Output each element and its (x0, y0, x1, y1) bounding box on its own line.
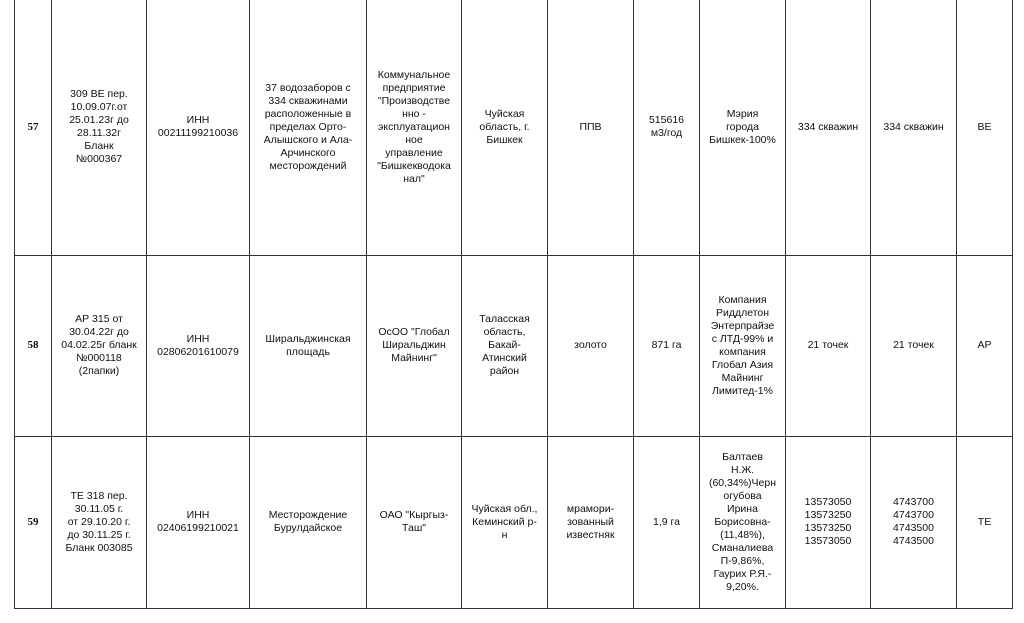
table-row (15, 0, 1013, 255)
region-cell: Чуйская обл., Кеминский р- н (462, 436, 548, 608)
table-row (15, 255, 1013, 436)
mineral-cell: золото (548, 255, 634, 436)
region-cell: Таласская область, Бакай- Атинский район (462, 255, 548, 436)
company-cell: ОАО "Кыргыз- Таш" (367, 436, 462, 608)
company-cell: ОсОО "Глобал Ширальджин Майнинг" (367, 255, 462, 436)
object-cell: Ширальджинская площадь (250, 255, 367, 436)
mineral-cell: мрамори- зованный известняк (548, 436, 634, 608)
license-cell: 309 ВЕ пер. 10.09.07г.от 25.01.23г до 28.11.32г Бланк №000367 (52, 0, 147, 255)
table-row (15, 436, 1013, 608)
mineral-cell: ППВ (548, 0, 634, 255)
inn-cell: ИНН 02406199210021 (147, 436, 250, 608)
object-cell: Месторождение Бурулдайское (250, 436, 367, 608)
code-cell: ТЕ (957, 436, 1013, 608)
license-cell: АР 315 от 30.04.22г до 04.02.25г бланк №000118 (2папки) (52, 255, 147, 436)
object-cell: 37 водозаборов с 334 скважинами расположенные в пределах Орто- Алышского и Ала- Арчинского месторождений (250, 0, 367, 255)
license-table (14, 0, 1013, 609)
volume-cell: 515616 м3/год (634, 0, 700, 255)
inn-cell: ИНН 00211199210036 (147, 0, 250, 255)
coordinates-y-cell: 4743700 4743700 4743500 4743500 (871, 436, 957, 608)
volume-cell: 871 га (634, 255, 700, 436)
coordinates-x-cell: 21 точек (786, 255, 871, 436)
row-number: 58 (15, 255, 52, 436)
license-cell: ТЕ 318 пер. 30.11.05 г. от 29.10.20 г. до 30.11.25 г. Бланк 003085 (52, 436, 147, 608)
region-cell: Чуйская область, г. Бишкек (462, 0, 548, 255)
coordinates-x-cell: 13573050 13573250 13573250 13573050 (786, 436, 871, 608)
row-number: 59 (15, 436, 52, 608)
code-cell: АР (957, 255, 1013, 436)
coordinates-y-cell: 334 скважин (871, 0, 957, 255)
inn-cell: ИНН 02806201610079 (147, 255, 250, 436)
owner-cell: Балтаев Н.Ж. (60,34%)Черн огубова Ирина Борисовна- (11,48%), Сманалиева П-9,86%, Гаурих Р.Я.- 9,20%. (700, 436, 786, 608)
owner-cell: Компания Риддлетон Энтерпрайзе с ЛТД-99% и компания Глобал Азия Майнинг Лимитед-1% (700, 255, 786, 436)
code-cell: ВЕ (957, 0, 1013, 255)
row-number: 57 (15, 0, 52, 255)
volume-cell: 1,9 га (634, 436, 700, 608)
coordinates-x-cell: 334 скважин (786, 0, 871, 255)
owner-cell: Мэрия города Бишкек-100% (700, 0, 786, 255)
coordinates-y-cell: 21 точек (871, 255, 957, 436)
company-cell: Коммунальное предприятие "Производстве нно - эксплуатацион ное управление "Бишкекводока нал" (367, 0, 462, 255)
